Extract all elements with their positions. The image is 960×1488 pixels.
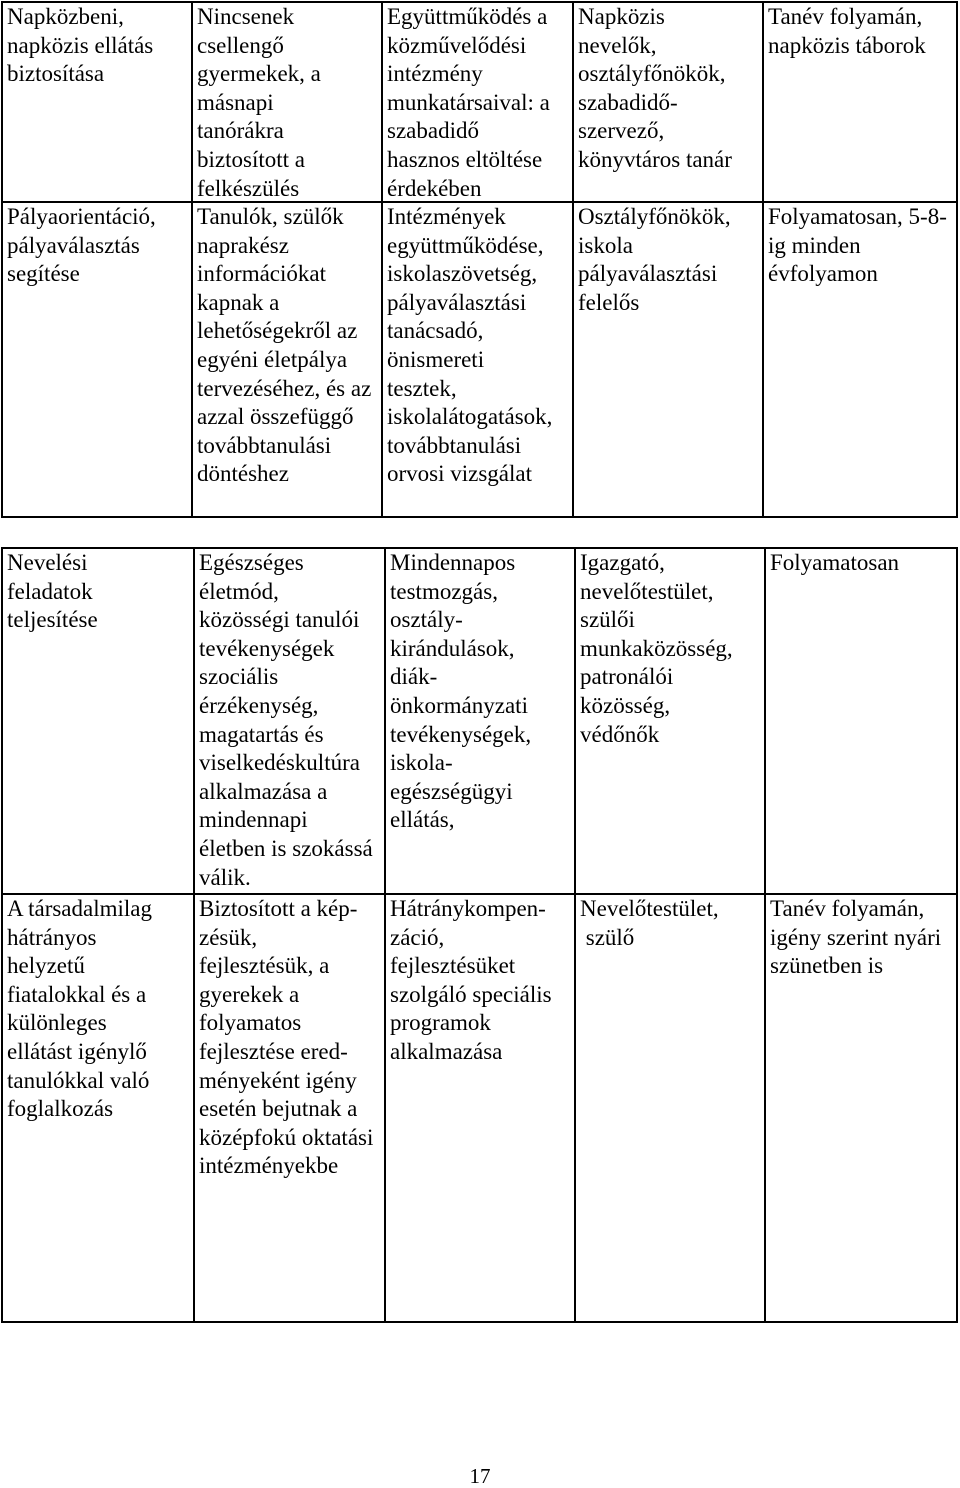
responsible-cell: Igazgató, nevelőtestület, szülői munkaközösség, patronálói közösség, védőnők bbox=[576, 549, 766, 895]
table-1 bbox=[1, 1, 958, 518]
task-cell: A társadalmilag hátrányos helyzetű fiatalokkal és a különleges ellátást igénylő tanulókkal való foglalkozás bbox=[3, 895, 195, 1323]
task-cell: Pályaorientáció, pályaválasztás segítése bbox=[3, 203, 193, 518]
outcome-cell: Tanulók, szülők naprakész információkat kapnak a lehetőségekről az egyéni életpálya tervezéséhez, és az azzal összefüggő továbbtanulási döntéshez bbox=[193, 203, 383, 518]
deadline-cell: Folyamatosan, 5-8- ig minden évfolyamon bbox=[764, 203, 958, 518]
table-2 bbox=[1, 547, 958, 1323]
deadline-cell: Folyamatosan bbox=[766, 549, 958, 895]
outcome-cell: Biztosított a kép- zésük, fejlesztésük, a gyerekek a folyamatos fejlesztése ered- ményeként igény esetén bejutnak a középfokú oktatási intézményekbe bbox=[195, 895, 386, 1323]
responsible-cell: Osztályfőnökök, iskola pályaválasztási felelős bbox=[574, 203, 764, 518]
task-cell: Nevelési feladatok teljesítése bbox=[3, 549, 195, 895]
responsible-cell: Napközis nevelők, osztályfőnökök, szabadidő- szervező, könyvtáros tanár bbox=[574, 3, 764, 203]
page-number: 17 bbox=[469, 1464, 491, 1488]
deadline-cell: Tanév folyamán, igény szerint nyári szünetben is bbox=[766, 895, 958, 1323]
deadline-cell: Tanév folyamán, napközis táborok bbox=[764, 3, 958, 203]
activity-cell: Intézmények együttműködése, iskolaszövetség, pályaválasztási tanácsadó, önismereti tesztek, iskolalátogatások, továbbtanulási orvosi vizsgálat bbox=[383, 203, 574, 518]
activity-cell: Hátránykompen- záció, fejlesztésüket szolgáló speciális programok alkalmazása bbox=[386, 895, 576, 1323]
outcome-cell: Nincsenek csellengő gyermekek, a másnapi tanórákra biztosított a felkészülés bbox=[193, 3, 383, 203]
outcome-cell: Egészséges életmód, közösségi tanulói tevékenységek szociális érzékenység, magatartás és viselkedéskultúra alkalmazása a mindennapi életben is szokássá válik. bbox=[195, 549, 386, 895]
task-cell: Napközbeni, napközis ellátás biztosítása bbox=[3, 3, 193, 203]
activity-cell: Együttműködés a közművelődési intézmény munkatársaival: a szabadidő hasznos eltöltése érdekében bbox=[383, 3, 574, 203]
responsible-cell: Nevelőtestület, szülő bbox=[576, 895, 766, 1323]
activity-cell: Mindennapos testmozgás, osztály- kirándulások, diák- önkormányzati tevékenységek, iskola- egészségügyi ellátás, bbox=[386, 549, 576, 895]
